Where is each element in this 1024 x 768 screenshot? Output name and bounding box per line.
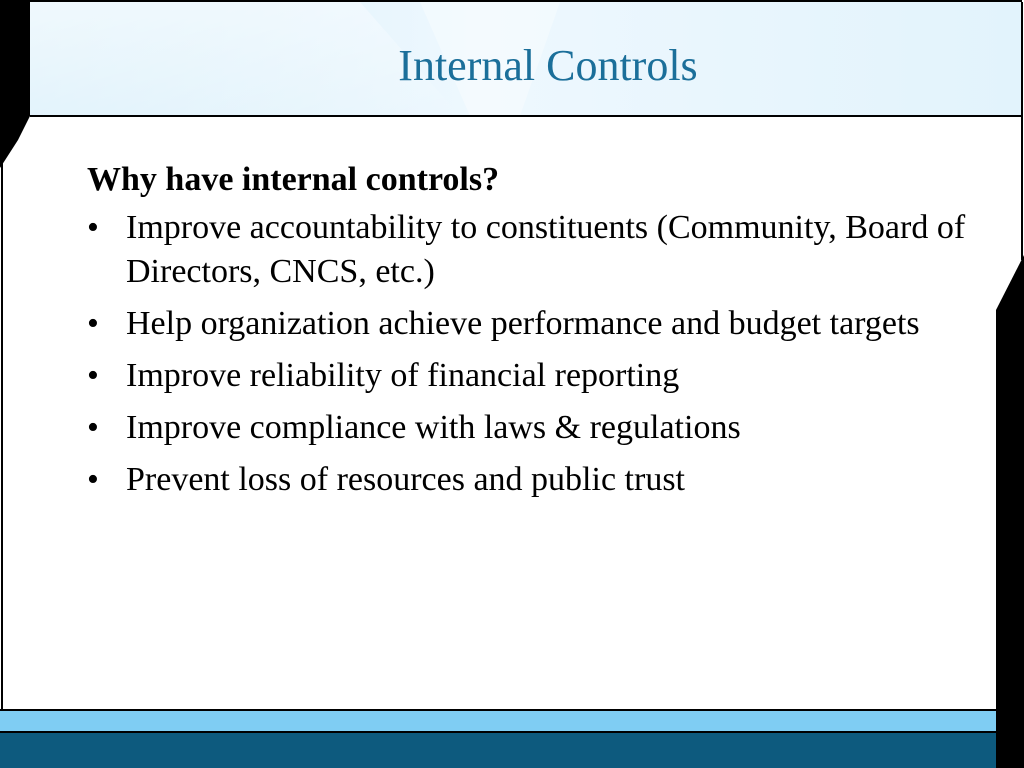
bullet-marker: •: [87, 209, 99, 246]
subheading: Why have internal controls?: [87, 161, 500, 198]
right-dark-bar: [996, 255, 1024, 768]
bullet-text: Help organization achieve performance and budget targets: [126, 305, 920, 342]
bullet-list: [87, 206, 967, 502]
bullet-item: [87, 302, 967, 346]
footer-light-band: [0, 710, 996, 732]
slide-title: Internal Controls: [398, 41, 698, 90]
footer-dark-band: [0, 733, 996, 768]
bullet-text: Improve compliance with laws & regulations: [126, 409, 741, 446]
bullet-text: Improve accountability to constituents (Community, Board of Directors, CNCS, etc.): [126, 209, 966, 290]
bullet-item: [87, 206, 967, 294]
bullet-text: Prevent loss of resources and public trust: [126, 461, 685, 498]
bullet-marker: •: [87, 305, 99, 342]
bullet-item: [87, 406, 967, 450]
bullet-marker: •: [87, 357, 99, 394]
bullet-item: [87, 458, 967, 502]
bullet-marker: •: [87, 409, 99, 446]
bullet-text: Improve reliability of financial reporting: [126, 357, 680, 394]
bullet-item: [87, 354, 967, 398]
slide-body: [87, 158, 967, 510]
bullet-marker: •: [87, 461, 99, 498]
left-dark-bar: [0, 0, 30, 168]
